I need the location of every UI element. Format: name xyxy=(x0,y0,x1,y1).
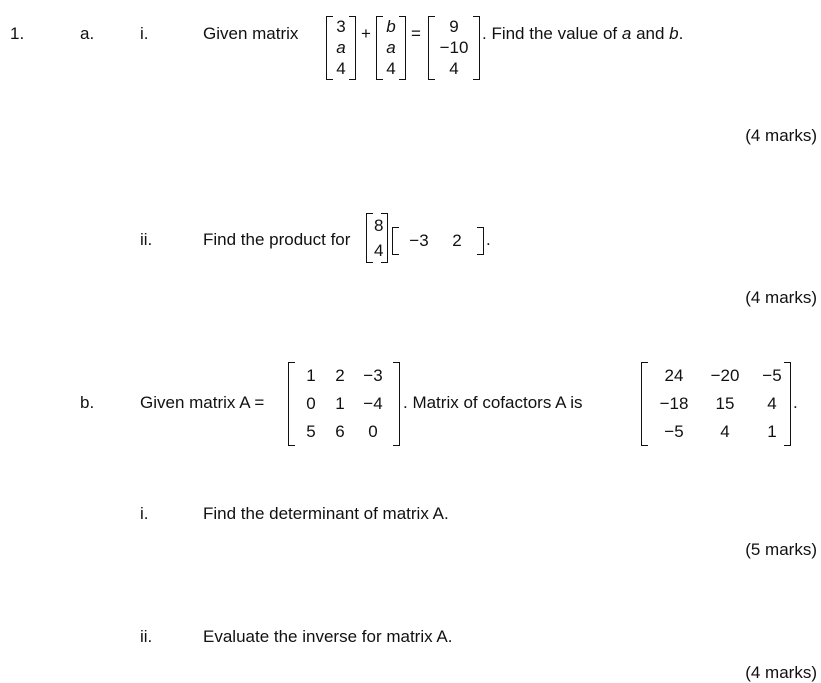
matrix-entry: a xyxy=(336,37,346,57)
part-b-label: b. xyxy=(80,393,95,412)
matrix-entry: −20 xyxy=(710,366,740,385)
part-a-i-question: . Find the value of a and b. xyxy=(482,24,684,43)
matrix-a xyxy=(288,362,400,446)
matrix-entry: 4 xyxy=(720,422,730,441)
part-b-ii-text: Evaluate the inverse for matrix A. xyxy=(203,627,453,646)
part-b-ii-label: ii. xyxy=(140,627,153,646)
matrix-1 xyxy=(326,16,356,80)
marks-b-i: (5 marks) xyxy=(745,540,817,559)
part-b-text: Given matrix A = xyxy=(140,393,265,412)
matrix-entry: 9 xyxy=(449,16,459,36)
matrix-entry: 3 xyxy=(336,16,346,36)
matrix-entry: 4 xyxy=(449,59,459,79)
matrix-entry: 4 xyxy=(386,59,396,79)
matrix-entry: 2 xyxy=(452,231,462,250)
matrix-entry: −10 xyxy=(439,37,469,57)
period: . xyxy=(486,230,491,249)
matrix-entry: 4 xyxy=(767,394,777,413)
matrix-entry: −5 xyxy=(664,422,684,441)
matrix-entry: 0 xyxy=(306,394,316,413)
matrix-entry: 24 xyxy=(664,366,684,385)
part-b-i-text: Find the determinant of matrix A. xyxy=(203,504,449,523)
part-a-ii-text: Find the product for xyxy=(203,230,351,249)
part-b-mid-text: . Matrix of cofactors A is xyxy=(403,393,583,412)
matrix-entry: 1 xyxy=(335,394,345,413)
matrix-entry: 6 xyxy=(335,422,345,441)
matrix-entry: 15 xyxy=(715,394,735,413)
matrix-entry: 8 xyxy=(374,215,384,235)
matrix-entry: a xyxy=(386,37,396,57)
question-number: 1. xyxy=(10,24,25,43)
part-a-i-text: Given matrix xyxy=(203,24,299,43)
plus-sign: + xyxy=(361,24,371,43)
matrix-entry: 4 xyxy=(374,240,384,260)
matrix-entry: 1 xyxy=(306,366,316,385)
row-matrix xyxy=(392,227,484,255)
matrix-entry: 4 xyxy=(336,59,346,79)
cofactor-matrix xyxy=(641,362,791,446)
marks-a-ii: (4 marks) xyxy=(745,288,817,307)
period: . xyxy=(793,393,798,412)
marks-a-i: (4 marks) xyxy=(745,126,817,145)
part-a-label: a. xyxy=(80,24,95,43)
equals-sign: = xyxy=(411,24,421,43)
part-b-i-label: i. xyxy=(140,504,149,523)
matrix-entry: −5 xyxy=(762,366,782,385)
matrix-entry: −3 xyxy=(409,231,429,250)
matrix-3 xyxy=(428,16,480,80)
matrix-entry: −4 xyxy=(363,394,383,413)
matrix-entry: −18 xyxy=(659,394,689,413)
matrix-2 xyxy=(376,16,406,80)
column-matrix xyxy=(366,213,388,263)
matrix-entry: 1 xyxy=(767,422,777,441)
matrix-entry: 5 xyxy=(306,422,316,441)
matrix-entry: 0 xyxy=(368,422,378,441)
matrix-entry: 2 xyxy=(335,366,345,385)
marks-b-ii: (4 marks) xyxy=(745,663,817,682)
matrix-entry: −3 xyxy=(363,366,383,385)
matrix-entry: b xyxy=(386,16,396,36)
part-a-ii-label: ii. xyxy=(140,230,153,249)
part-a-i-label: i. xyxy=(140,24,149,43)
